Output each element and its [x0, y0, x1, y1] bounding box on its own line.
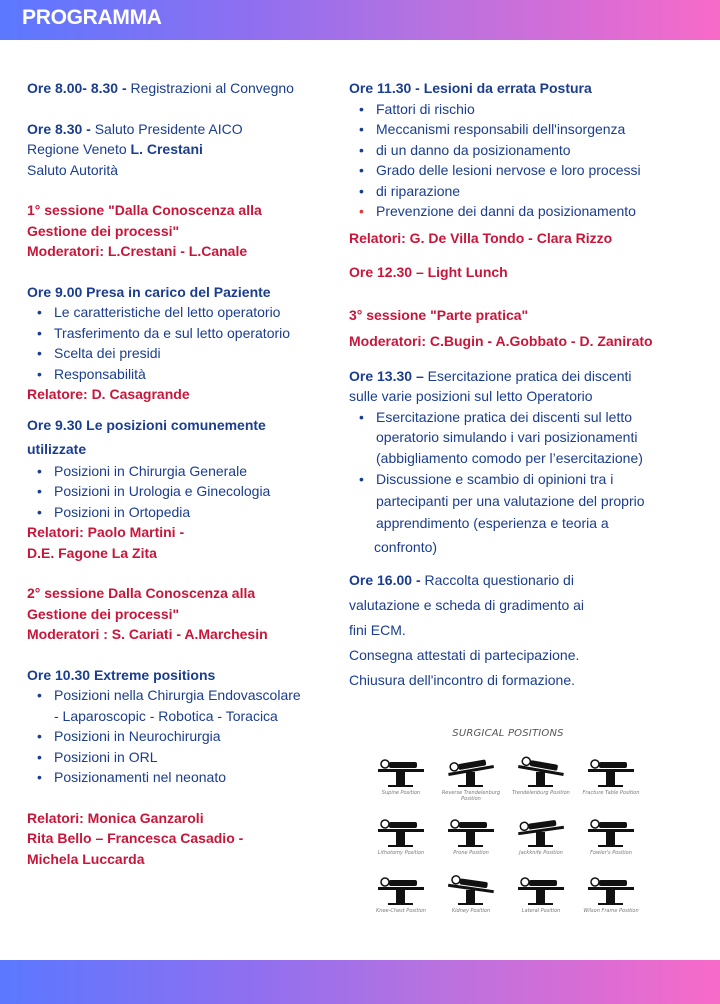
talk-900-topics	[27, 302, 337, 384]
position-caption: Kidney Position	[451, 908, 491, 914]
talk-1030-topics	[27, 685, 337, 788]
position-caption: Knee-Chest Position	[376, 908, 426, 914]
session-3-heading: 3° sessione "Parte pratica" Moderatori: C.Bugin - A.Gobbato - D. Zanirato	[349, 306, 653, 349]
talk-1130-topics	[349, 99, 699, 222]
list-item: • Scelta dei presidi	[27, 343, 337, 364]
surgical-positions-figure	[368, 724, 648, 914]
list-item: • Posizioni in Neurochirurgia	[27, 726, 337, 747]
list-item: • Posizionamenti nel neonato	[27, 767, 337, 788]
position-pictogram-icon	[516, 812, 566, 850]
talk-1330: Ore 13.30 – Esercitazione pratica dei discenti sulle varie posizioni sul letto Operatorio • Esercitazione pratica dei discenti sul letto operatorio simulando i vari posizionamenti (abbigliamento comodo per l’esercitazione) • Discussione e scambio di opinioni tra i partecipanti per una valutazione del proprio apprendimento (esperienza e teoria a confronto)	[349, 366, 699, 561]
position-caption: Supine Position	[381, 790, 421, 796]
list-item: • Fattori di rischio	[349, 99, 699, 120]
list-item: • Posizioni in Ortopedia	[27, 502, 337, 523]
surgical-position-fracture-table-position	[578, 752, 644, 802]
talk-930-topics	[27, 461, 337, 523]
talk-900	[27, 282, 337, 405]
talk-1130-title: Ore 11.30 - Lesioni da errata Postura	[349, 80, 592, 96]
position-pictogram-icon	[516, 870, 566, 908]
position-pictogram-icon	[516, 752, 566, 790]
list-item: • Posizioni nella Chirurgia Endovascolare - Laparoscopic - Robotica - Toracica	[27, 685, 337, 726]
position-pictogram-icon	[586, 752, 636, 790]
position-caption: Prone Position	[453, 850, 489, 856]
surgical-position-jackknife-position	[508, 812, 574, 862]
talk-1030-title: Ore 10.30 Extreme positions	[27, 666, 216, 683]
position-caption: Fracture Table Position	[582, 790, 640, 796]
list-item: • di riparazione	[349, 181, 699, 202]
position-caption: Trendelenburg Position	[512, 790, 570, 796]
list-item: • Discussione e scambio di opinioni tra i partecipanti per una valutazione del proprio apprendimento (esperienza e teoria a	[349, 468, 699, 534]
list-item: • Prevenzione dei danni da posizionamento	[349, 201, 699, 222]
position-caption: Lateral Position	[521, 908, 561, 914]
position-pictogram-icon	[376, 812, 426, 850]
position-pictogram-icon	[376, 870, 426, 908]
position-pictogram-icon	[446, 812, 496, 850]
talk-900-title: Ore 9.00 Presa in carico del Paziente	[27, 283, 271, 300]
position-pictogram-icon	[446, 752, 496, 790]
list-item: • Trasferimento da e sul letto operatorio	[27, 323, 337, 344]
session-2-heading: 2° sessione Dalla Conoscenza alla Gestione dei processi" Moderatori : S. Cariati - A.Marchesin	[27, 585, 268, 642]
position-caption: Lithotomy Position	[377, 850, 425, 856]
list-item: • Esercitazione pratica dei discenti sul letto operatorio simulando i vari posizionamenti (abbigliamento comodo per l’esercitazione)	[349, 407, 699, 469]
session-1-heading: 1° sessione "Dalla Conoscenza alla Gestione dei processi" Moderatori: L.Crestani - L.Canale	[27, 202, 262, 259]
lunch-entry: Ore 12.30 – Light Lunch	[349, 264, 508, 280]
talk-1330-topics	[349, 407, 699, 535]
position-pictogram-icon	[446, 870, 496, 908]
talk-1130-speaker: Relatori: G. De Villa Tondo - Clara Rizzo	[349, 229, 613, 246]
page-title: PROGRAMMA	[22, 6, 162, 29]
surgical-position-lithotomy-position	[368, 812, 434, 862]
list-item: • Posizioni in Chirurgia Generale	[27, 461, 337, 482]
talk-1130	[349, 78, 699, 248]
program-right-column	[349, 78, 699, 693]
surgical-position-fowler-s-position	[578, 812, 644, 862]
list-item: • Posizioni in Urologia e Ginecologia	[27, 481, 337, 502]
position-caption: Wilson Frame Position	[583, 908, 639, 914]
talk-930: Ore 9.30 Le posizioni comunemente utilizzate • Posizioni in Chirurgia Generale • Posizioni in Urologia e Ginecologia • Posizioni in Ortopedia Relatori: Paolo Martini - D.E. Fagone La Zita	[27, 413, 337, 564]
figure-title: SURGICAL POSITIONS	[452, 728, 564, 739]
surgical-position-reverse-trendelenburg-position	[438, 752, 504, 802]
position-caption: Reverse Trendelenburg Position	[441, 790, 501, 802]
list-item: • Meccanismi responsabili dell'insorgenza	[349, 119, 699, 140]
surgical-position-prone-position	[438, 812, 504, 862]
session-3-moderators: Moderatori: C.Bugin - A.Gobbato - D. Zanirato	[349, 333, 653, 349]
list-item: • Responsabilità	[27, 364, 337, 385]
list-item: • Grado delle lesioni nervose e loro processi	[349, 160, 699, 181]
position-pictogram-icon	[586, 870, 636, 908]
closing-entry: Ore 16.00 - Raccolta questionario di valutazione e scheda di gradimento ai fini ECM. Consegna attestati di partecipazione. Chiusura dell'incontro di formazione.	[349, 572, 585, 688]
program-left-column	[27, 78, 337, 869]
position-caption: Jackknife Position	[519, 850, 563, 856]
header-banner	[0, 0, 720, 40]
list-item: • Le caratteristiche del letto operatorio	[27, 302, 337, 323]
registration-entry: Ore 8.00- 8.30 - Registrazioni al Convegno	[27, 80, 294, 96]
list-item: • di un danno da posizionamento	[349, 140, 699, 161]
position-pictogram-icon	[376, 752, 426, 790]
talk-900-speaker: Relatore: D. Casagrande	[27, 386, 190, 402]
talk-1030: Ore 10.30 Extreme positions • Posizioni nella Chirurgia Endovascolare - Laparoscopic - Robotica - Toracica • Posizioni in Neurochirurgia • Posizioni in ORL • Posizionamenti nel neonato Relatori: Monica Ganzaroli Rita Bello – Francesca Casadio - Michela Luccarda	[27, 665, 337, 870]
position-pictogram-icon	[586, 812, 636, 850]
surgical-position-trendelenburg-position	[508, 752, 574, 802]
surgical-position-knee-chest-position	[368, 870, 434, 920]
welcome-entry: Ore 8.30 - Saluto Presidente AICO Regione Veneto L. Crestani Saluto Autorità	[27, 120, 243, 178]
list-item: • Posizioni in ORL	[27, 747, 337, 768]
session-2-moderators: Moderatori : S. Cariati - A.Marchesin	[27, 626, 268, 642]
position-caption: Fowler's Position	[590, 850, 632, 856]
surgical-position-lateral-position	[508, 870, 574, 920]
surgical-position-supine-position	[368, 752, 434, 802]
surgical-position-wilson-frame-position	[578, 870, 644, 920]
footer-banner	[0, 960, 720, 1004]
session-1-moderators: Moderatori: L.Crestani - L.Canale	[27, 243, 248, 259]
surgical-position-kidney-position	[438, 870, 504, 920]
